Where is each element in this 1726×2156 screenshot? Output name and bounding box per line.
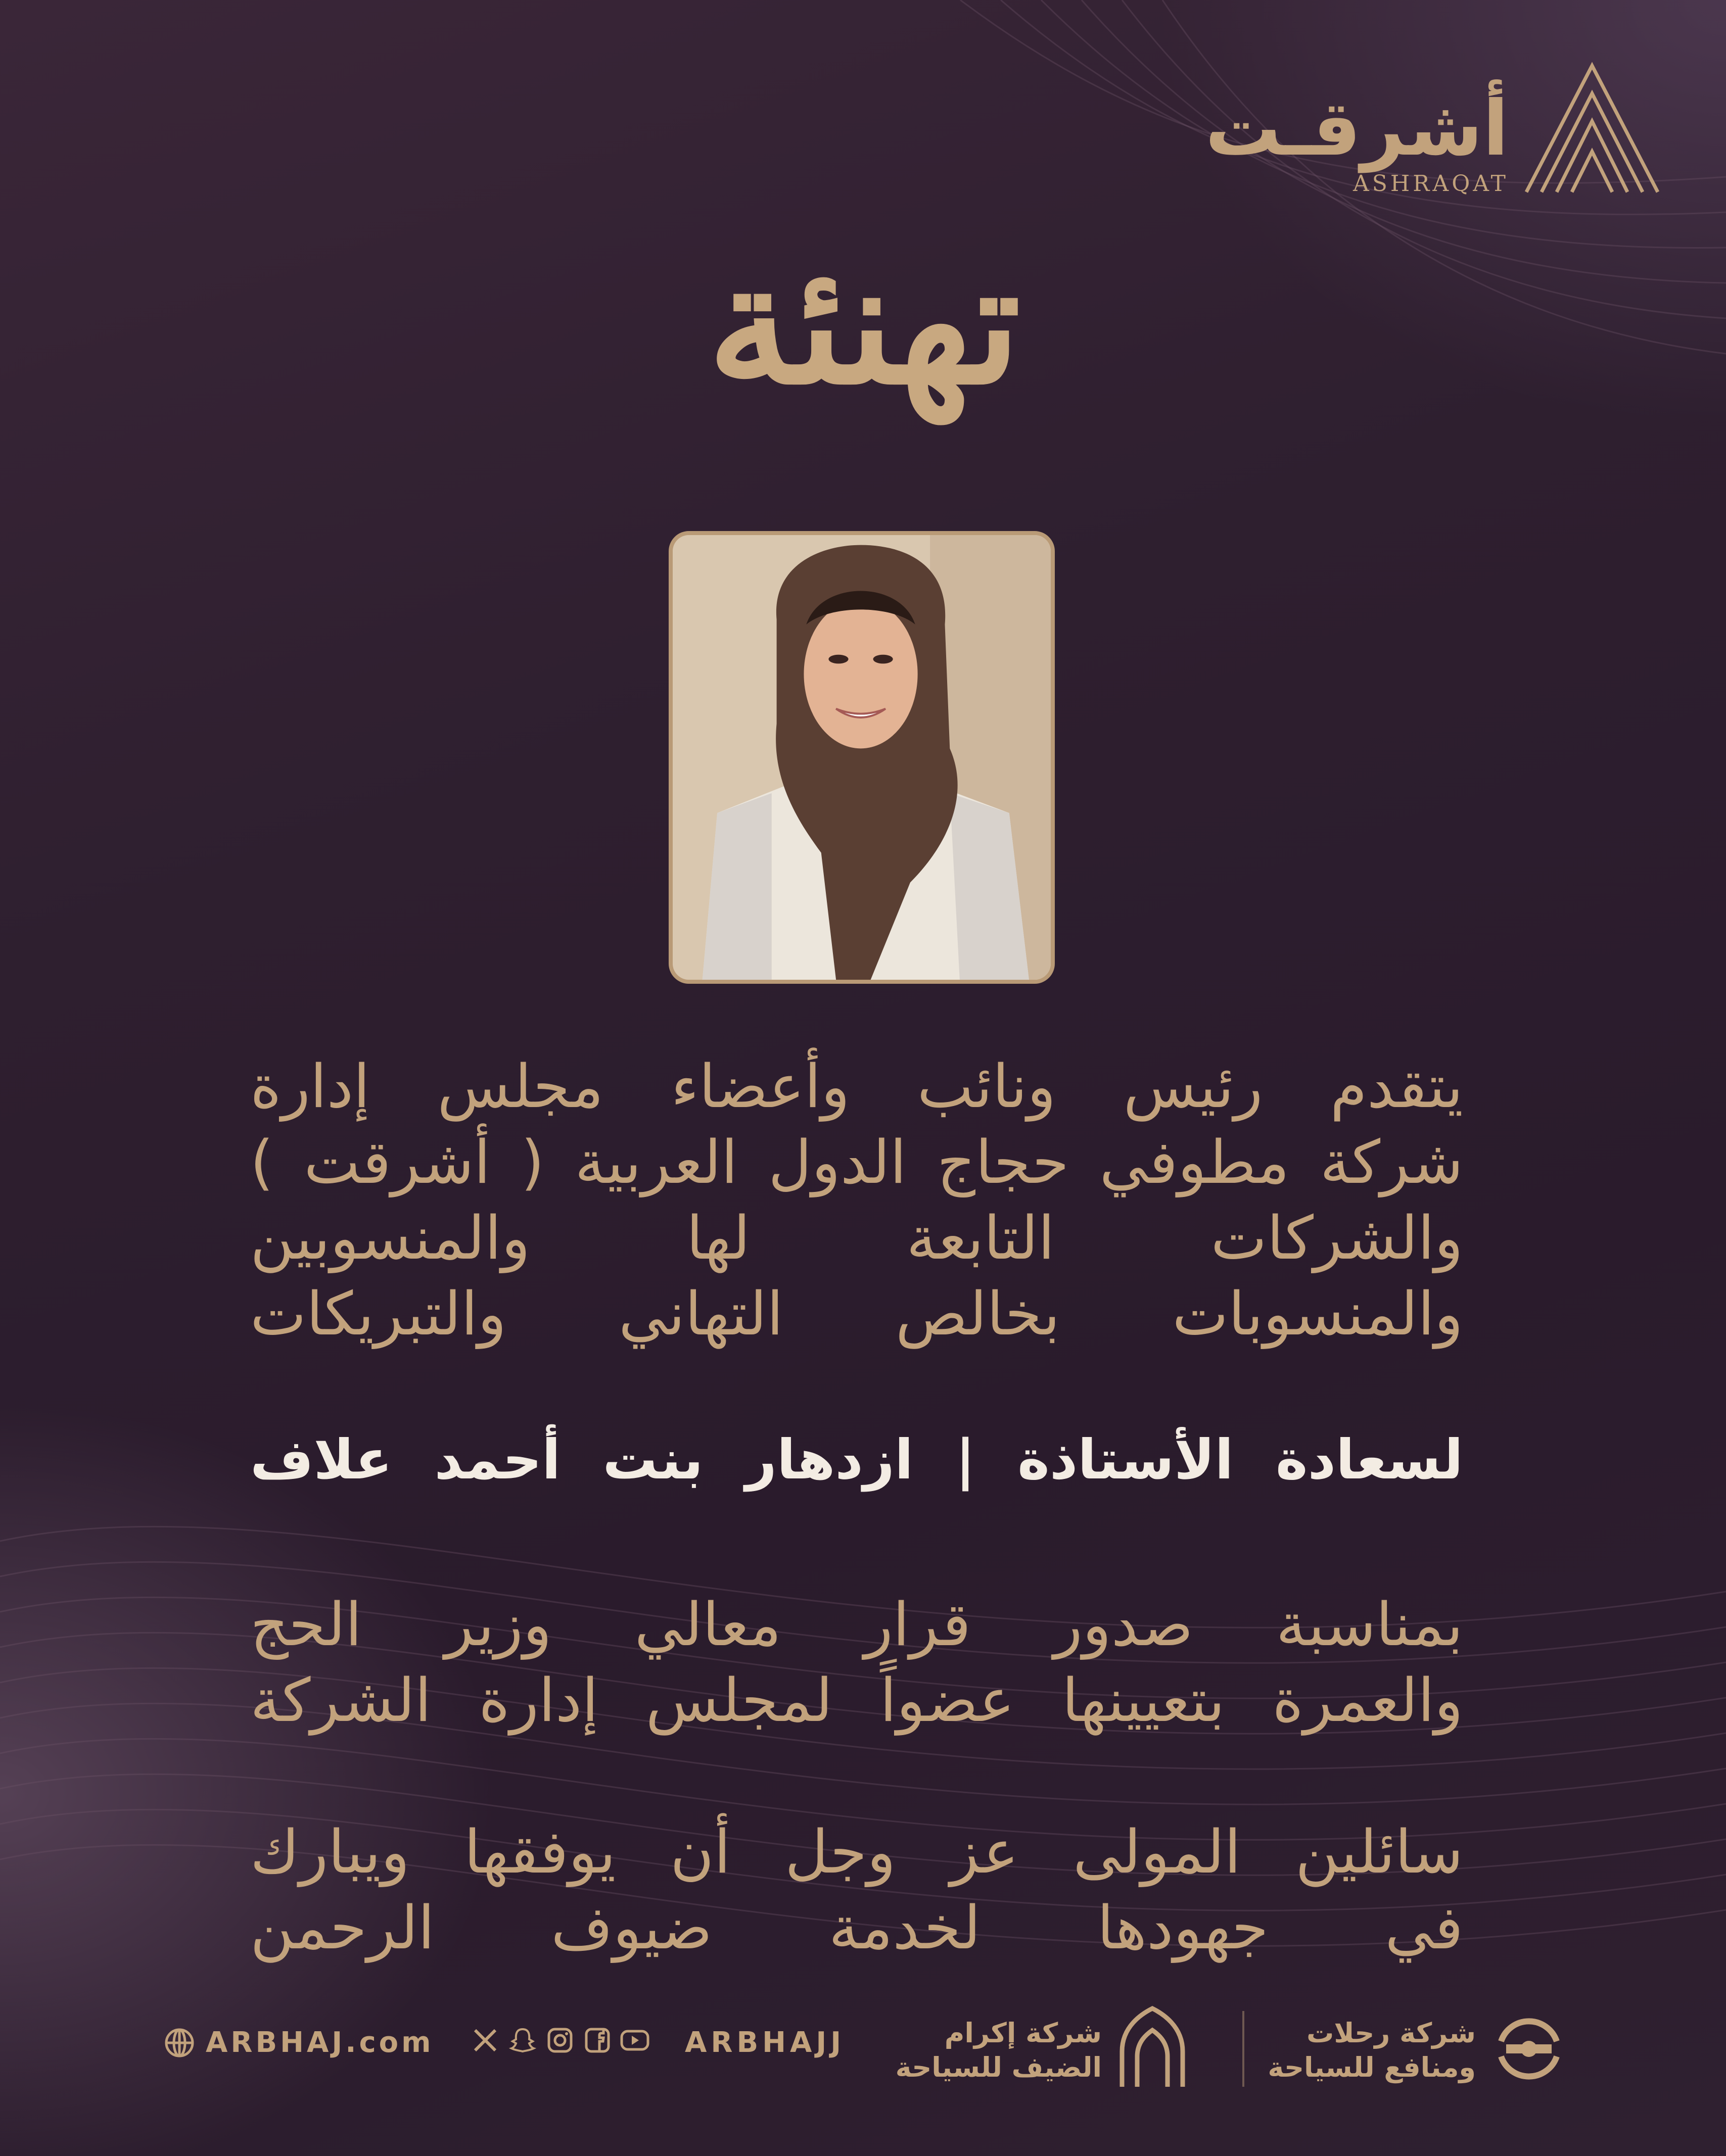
partner-ikram-line1: شركة إكرام (944, 2017, 1102, 2049)
instagram-icon[interactable] (545, 2025, 575, 2055)
congratulation-message (250, 1048, 1463, 1352)
message-line: والمنسوبات بخالص التهاني والتبريكات (250, 1279, 1463, 1349)
prayer-line: في جهودها لخدمة ضيوف الرحمن (250, 1893, 1463, 1962)
partner-ikram (895, 1996, 1193, 2097)
x-icon[interactable] (470, 2025, 500, 2055)
snapchat-icon[interactable] (507, 2025, 538, 2055)
portrait-illustration (673, 535, 1051, 980)
website-link[interactable] (164, 2026, 434, 2059)
message-line: يتقدم رئيس ونائب وأعضاء مجلس إدارة (250, 1051, 1463, 1121)
website-text: ARBHAJ.com (206, 2026, 434, 2059)
message-line: والشركات التابعة لها والمنسوبين (250, 1203, 1463, 1273)
message-line: شركة مطوفي حجاج الدول العربية ( أشرقت ) (250, 1127, 1463, 1197)
partner-rehlat-line2: ومنافع للسياحة (1268, 2051, 1476, 2083)
logo-arabic-text: أشرقـت (1205, 85, 1509, 173)
logo-mark-icon (1516, 56, 1668, 197)
logo-latin-text: ASHRAQAT (1353, 171, 1509, 197)
honoree-name: لسعادة الأستاذة | ازدهار بنت أحمد علاف (250, 1428, 1463, 1492)
social-handle[interactable]: ARBHAJJ (685, 2026, 846, 2059)
facebook-icon[interactable] (582, 2025, 613, 2055)
partner-rehlat-text (1268, 2016, 1476, 2085)
partner-rehlat-line1: شركة رحلات (1307, 2017, 1476, 2049)
youtube-icon[interactable] (620, 2025, 650, 2055)
greeting-title (647, 197, 1082, 450)
occasion-line: بمناسبة صدور قرار معالي وزير الحج (250, 1590, 1463, 1659)
footer (0, 1991, 1726, 2122)
occasion-line: والعمرة بتعيينها عضواً لمجلس إدارة الشركة (250, 1665, 1463, 1735)
social-icons (470, 2025, 650, 2055)
title-text: تهنئة (707, 225, 1021, 421)
partner-rehlat (1268, 1996, 1567, 2097)
globe-icon (164, 2028, 195, 2058)
dome-logo-icon (1112, 2006, 1193, 2092)
prayer-line: سائلين المولى عز وجل أن يوفقها ويبارك (250, 1817, 1463, 1887)
prayer-message (250, 1814, 1463, 1966)
occasion-message (250, 1587, 1463, 1738)
footer-divider (1242, 2011, 1244, 2087)
portrait-photo (669, 531, 1055, 984)
partner-ikram-line2: الضيف للسياحة (895, 2051, 1102, 2083)
rehlat-logo-icon (1491, 2011, 1567, 2087)
partner-ikram-text (896, 2016, 1102, 2085)
ashraqat-logo (1205, 56, 1668, 202)
